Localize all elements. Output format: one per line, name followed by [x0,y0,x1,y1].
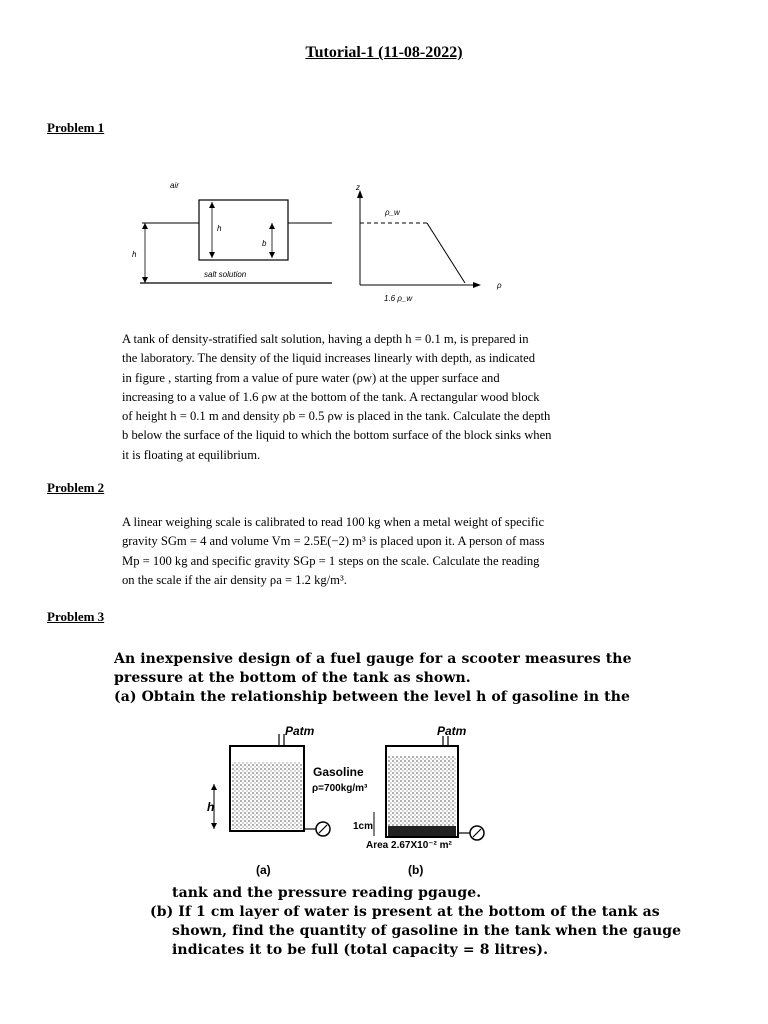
text-line: in figure , starting from a value of pure water (ρw) at the upper surface and [122,370,500,385]
text-line: shown, find the quantity of gasoline in the tank when the gauge [172,923,682,939]
problem-2-label: Problem 2 [47,480,105,495]
one-cm-label: 1cm [353,821,374,832]
arrowhead [473,282,481,288]
tank-h-label: h [132,250,137,259]
salt-solution-label: salt solution [204,270,247,279]
figure-b-label: (b) [408,863,424,877]
text-line: b below the surface of the liquid to which the bottom surface of the block sinks when [122,428,552,443]
text-line: pressure at the bottom of the tank as shown. [114,670,471,686]
gasoline-fill-b [388,756,456,826]
patm-right-label: Patm [437,724,467,738]
rho-w-label: ρ_w [385,208,400,217]
problem-3-label: Problem 3 [47,609,105,624]
text-line: (b) If 1 cm layer of water is present at the bottom of the tank as [150,904,660,920]
problem-3-text-bottom [150,884,682,960]
text-line: on the scale if the air density ρa = 1.2 kg/m³. [122,572,347,587]
block-h-label: h [217,224,222,233]
rho-bottom-label: 1.6 ρ_w [384,294,413,303]
rho-axis-label: ρ [497,281,502,290]
problem-3-figure [180,716,520,880]
text-line: Mp = 100 kg and specific gravity SGp = 1 steps on the scale. Calculate the reading [122,553,540,568]
text-line: gravity SGm = 4 and volume Vm = 2.5E(−2) m³ is placed upon it. A person of mass [122,534,545,549]
arrowhead [142,223,148,229]
z-axis-label: z [356,183,360,192]
gasoline-fill-a [232,762,302,829]
figure-a-label: (a) [256,863,271,877]
area-label: Area 2.67X10⁻² m² [366,840,452,851]
problem-2-text [122,513,642,590]
text-line: tank and the pressure reading pgauge. [172,885,482,901]
text-line: the laboratory. The density of the liquid increases linearly with depth, as indicated [122,351,536,366]
density-label: ρ=700kg/m³ [312,783,368,794]
gasoline-label: Gasoline [313,765,364,779]
problem-3-text-top [114,650,634,707]
b-label: b [262,239,267,248]
water-layer [388,826,456,836]
page-title: Tutorial-1 (11-08-2022) [305,44,463,61]
text-line: indicates it to be full (total capacity = 8 litres). [172,942,549,958]
arrowhead [211,784,217,790]
level-h-label: h [207,800,215,814]
patm-left-label: Patm [285,724,315,738]
text-line: it is floating at equilibrium. [122,447,261,462]
text-line: A linear weighing scale is calibrated to read 100 kg when a metal weight of specific [122,515,545,529]
arrowhead [142,277,148,283]
text-line: (a) Obtain the relationship between the level h of gasoline in the [114,689,630,705]
air-label: air [170,181,179,190]
text-line: increasing to a value of 1.6 ρw at the bottom of the tank. A rectangular wood block [122,389,540,404]
density-profile-line [427,223,465,283]
problem-1-text [122,330,642,465]
arrowhead [211,823,217,829]
text-line: A tank of density-stratified salt solution, having a depth h = 0.1 m, is prepared in [122,332,529,346]
problem-1-label: Problem 1 [47,120,105,135]
text-line: of height h = 0.1 m and density ρb = 0.5 ρw is placed in the tank. Calculate the depth [122,409,551,424]
problem-1-figure [120,178,520,308]
text-line: An inexpensive design of a fuel gauge for a scooter measures the [114,651,632,667]
